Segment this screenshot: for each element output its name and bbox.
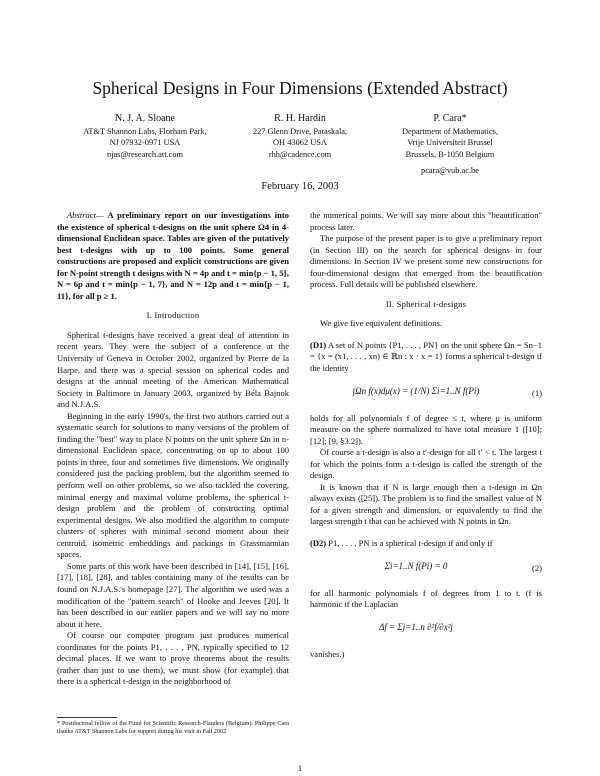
author-affiliation: 227 Glenn Drive, Pataskala, [252, 127, 348, 136]
author-affiliation: AT&T Shannon Labs, Florham Park, [83, 127, 207, 136]
equation-body: ∫Ωn f(x)dμ(x) = (1/N) Σi=1..N f(Pi) [352, 385, 480, 396]
definition-label: (D2) [310, 538, 327, 549]
paragraph: Of course our computer program just produces numerical coordinates for the points P1, . . . , PN, typically specified to 12 decimal places. If we want to prove theorems about the results (rather than just to use them), we must show (for example) that there is a spherical t-design in the neighborhood of [57, 630, 289, 687]
equation-1 [310, 379, 542, 409]
author-name: R. H. Hardin [274, 113, 326, 124]
paragraph: We give five equivalent definitions. [320, 318, 443, 329]
section-heading: I. Introduction [146, 310, 200, 321]
equation-2 [310, 554, 542, 584]
equation-number: (1) [531, 387, 542, 398]
paragraph: Some parts of this work have been described in [14], [15], [16], [17], [18], [28], and tables containing many of the results can be found on N.J.A.S.'s homepage [27]. The algorithm we used was a modification of the "pattern search" of Hooke and Jeeves [20]. It has been described in our earlier papers and we will say no more about it here. [57, 560, 289, 629]
author-block [70, 112, 220, 160]
author-affiliation: Department of Mathematics, [401, 127, 499, 136]
paragraph: the numerical points. We will say more about this "beautification" process later. [310, 210, 542, 232]
paragraph: holds for all polynomials f of degree ≤ t, where μ is uniform measure on the sphere normalized to have total measure 1 ([10]; [12]; [9, §3.2]). [310, 412, 542, 446]
right-column [310, 210, 542, 660]
equation-3 [310, 615, 542, 645]
abstract-text: A preliminary report on our investigations into the existence of spherical t-designs on the unit sphere Ω4 in 4-dimensional Euclidean space. Tables are given of the putatively best t-designs with up to 100 points. Some general constructions are proposed and explicit constructions are given for N-point strength t designs with N = 4p and t = min{p − 1, 5}, N = 6p and t = min{p − 1, 7}, and N = 12p and t = min{p − 1, 11}, for all p ≥ 1. [57, 210, 289, 301]
equation-body: Σi=1..N f(Pi) = 0 [384, 560, 448, 571]
definition-d1 [310, 340, 542, 375]
author-block [375, 112, 525, 176]
paragraph: vanishes.) [310, 648, 345, 659]
author-email: pcara@vub.ac.be [421, 165, 479, 175]
definition-d2 [310, 538, 542, 550]
author-name: P. Cara* [433, 113, 467, 124]
equation-number: (2) [531, 562, 542, 573]
definition-text: P1, . . . , PN is a spherical t-design if and only if [328, 538, 493, 549]
author-affiliation: Brussels, B-1050 Belgium [405, 149, 495, 159]
paper-date: February 16, 2003 [261, 181, 339, 192]
paragraph: The purpose of the present paper is to give a preliminary report (in Section III) on the search for spherical designs in four dimensions. In Section IV we present some new constructions for four-dimensional designs that emerged from the beautification process. Full details will be published elsewhere. [310, 233, 542, 290]
footnote: * Postdoctoral fellow of the Fund for Scientific Research-Flanders (Belgium). Philippe Cara thanks AT&T Shannon Labs for support during his visit in Fall 2002 [57, 720, 289, 736]
paragraph: Of course a t-design is also a t′-design for all t′ < t. The largest t for which the points form a t-design is called the strength of the design. [310, 447, 542, 481]
author-affiliation: NJ 07932-0971 USA [109, 138, 181, 148]
definition-label: (D1) [310, 339, 327, 350]
section-heading: II. Spherical t-designs [385, 298, 467, 309]
author-email: rhh@cadence.com [268, 149, 332, 159]
definition-text: A set of N points {P1, . . . , PN} on the unit sphere Ωn = Sn−1 = {x = (x1, . . . , xn) ∈ ℝn : x · x = 1} forms a spherical t-design if the identity [310, 339, 542, 374]
paper-title: Spherical Designs in Four Dimensions (Extended Abstract) [92, 78, 508, 98]
page-number: 1 [297, 763, 303, 773]
equation-body: Δf = Σj=1..n ∂²f/∂x²j [379, 621, 453, 632]
author-name: N. J. A. Sloane [115, 113, 175, 124]
author-email: njas@research.att.com [106, 149, 184, 159]
left-column [57, 210, 289, 688]
abstract-label: Abstract— [67, 210, 104, 220]
paragraph: It is known that if N is large enough then a t-design in Ωn always exists ([25]). The problem is to find the smallest value of N for a given strength and dimension, or equivalently to find the largest strength t that can be achieved with N points in Ωn. [310, 481, 542, 527]
author-affiliation: Vrije Universiteit Brussel [407, 138, 493, 148]
abstract [57, 210, 289, 302]
paragraph: for all harmonic polynomials f of degrees from 1 to t. (f is harmonic if the Laplacian [310, 587, 542, 610]
footnote-divider [57, 717, 117, 718]
paragraph: Spherical t-designs have received a great deal of attention in recent years. They were the subject of a conference at the University of Geneva in October 2002, organized by Pierre de la Harpe, and there was a special session on spherical codes and designs at the annual meeting of the American Mathematical Society in Baltimore in January 2003, organized by Béla Bajnok and N.J.A.S. [57, 329, 289, 410]
author-affiliation: OH 43062 USA [273, 138, 327, 148]
author-block [225, 112, 375, 160]
paragraph: Beginning in the early 1990's, the first two authors carried out a systematic search for solutions to many versions of the problem of finding the "best" way to place N points on the unit sphere Ωn in n-dimensional Euclidean space, concentrating on up to about 100 points in three, four and sometimes five dimensions. We originally considered just the packing problem, but the algorithm seemed to perform well on other problems, so we also tackled the covering, minimal energy and maximal volume problems, the spherical t-design problem and the problem of constructing optimal experimental designs. We also modified the algorithm to compute clusters of spheres with minimal second moment about their centroid, isometric embeddings and packings in Grassmannian spaces. [57, 410, 289, 560]
